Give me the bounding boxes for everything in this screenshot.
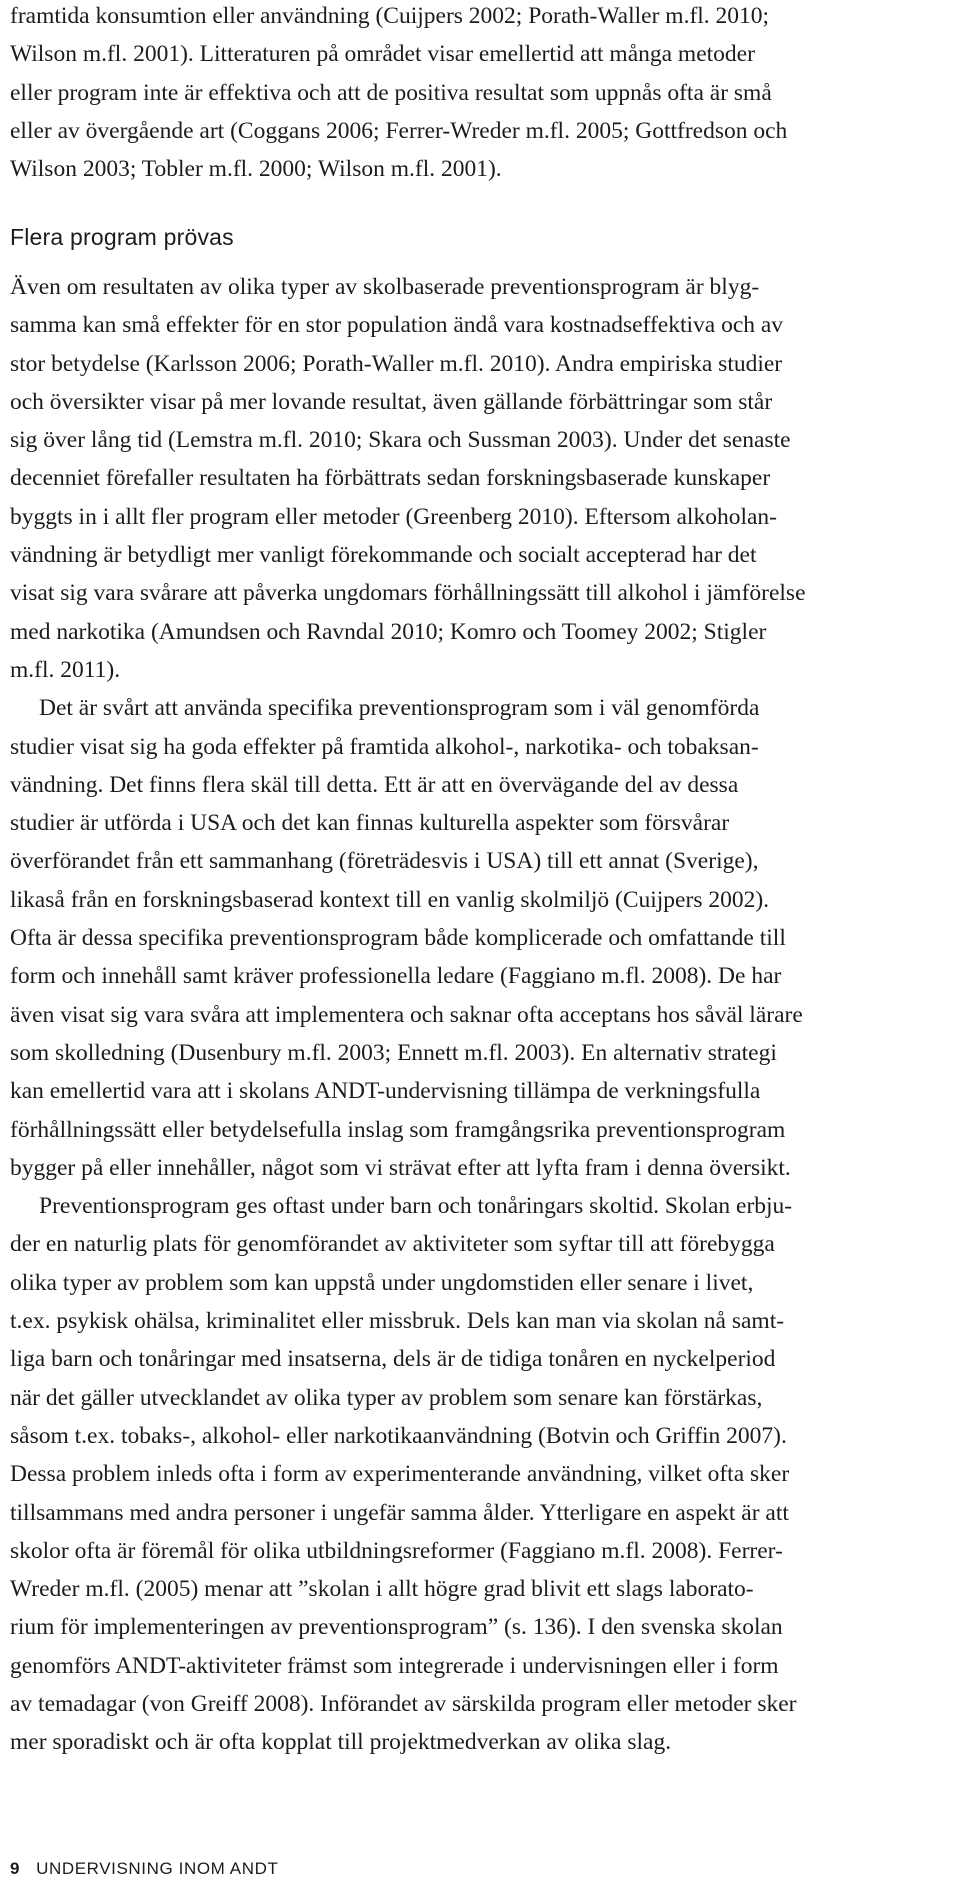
text-line: Wilson m.fl. 2001). Litteraturen på området visar emellertid att många metoder xyxy=(10,41,755,68)
page-number: 9 xyxy=(10,1859,21,1878)
intro-paragraph xyxy=(10,0,787,188)
text-line: vändning är betydligt mer vanligt förekommande och socialt accepterad har det xyxy=(10,542,757,569)
text-line: framtida konsumtion eller användning (Cuijpers 2002; Porath-Waller m.fl. 2010; xyxy=(10,3,770,29)
text-line: Även om resultaten av olika typer av skolbaserade preventionsprogram är blyg- xyxy=(10,274,760,300)
text-line: av temadagar (von Greiff 2008). Införandet av särskilda program eller metoder sker xyxy=(10,1690,797,1717)
text-line: studier är utförda i USA och det kan finnas kulturella aspekter som försvårar xyxy=(10,810,730,837)
text-line: Ofta är dessa specifika preventionsprogram både komplicerade och omfattande till xyxy=(10,925,786,952)
text-line: Dessa problem inleds ofta i form av experimenterande användning, vilket ofta sker xyxy=(10,1461,790,1488)
text-line: byggts in i allt fler program eller metoder (Greenberg 2010). Eftersom alkoholan- xyxy=(10,503,777,530)
text-line: genomförs ANDT-aktiviteter främst som integrerade i undervisningen eller i form xyxy=(10,1652,779,1679)
text-line: liga barn och tonåringar med insatserna, dels är de tidiga tonåren en nyckelperiod xyxy=(10,1346,776,1373)
section-body xyxy=(10,268,806,1762)
text-line: likaså från en forskningsbaserad kontext till en vanlig skolmiljö (Cuijpers 2002). xyxy=(10,886,770,913)
text-line: skolor ofta är föremål för olika utbildningsreformer (Faggiano m.fl. 2008). Ferrer- xyxy=(10,1537,783,1564)
text-line: bygger på eller innehåller, något som vi strävat efter att lyfta fram i denna översikt. xyxy=(10,1154,791,1181)
section-heading: Flera program prövas xyxy=(10,224,234,250)
text-line: m.fl. 2011). xyxy=(10,656,121,683)
running-title: UNDERVISNING INOM ANDT xyxy=(36,1859,279,1878)
text-line: mer sporadiskt och är ofta kopplat till projektmedverkan av olika slag. xyxy=(10,1729,672,1756)
text-line: förhållningssätt eller betydelsefulla inslag som framgångsrika preventionsprogram xyxy=(10,1116,786,1143)
text-line: Wilson 2003; Tobler m.fl. 2000; Wilson m.fl. 2001). xyxy=(10,156,502,183)
text-line: rium för implementeringen av preventionsprogram” (s. 136). I den svenska skolan xyxy=(10,1614,783,1641)
text-line: kan emellertid vara att i skolans ANDT-undervisning tillämpa de verkningsfulla xyxy=(10,1078,761,1105)
text-line: t.ex. psykisk ohälsa, kriminalitet eller missbruk. Dels kan man via skolan nå samt- xyxy=(10,1308,785,1335)
text-line: eller av övergående art (Coggans 2006; Ferrer-Wreder m.fl. 2005; Gottfredson och xyxy=(10,117,788,144)
text-line: Wreder m.fl. (2005) menar att ”skolan i allt högre grad blivit ett slags laborato- xyxy=(10,1576,754,1603)
text-line: och översikter visar på mer lovande resultat, även gällande förbättringar som står xyxy=(10,388,773,415)
text-line: form och innehåll samt kräver professionella ledare (Faggiano m.fl. 2008). De har xyxy=(10,963,782,990)
text-line: sig över lång tid (Lemstra m.fl. 2010; Skara och Sussman 2003). Under det senaste xyxy=(10,427,791,454)
text-line: studier visat sig ha goda effekter på framtida alkohol-, narkotika- och tobaksan- xyxy=(10,733,759,760)
text-line: även visat sig vara svåra att implementera och saknar ofta acceptans hos såväl lärare xyxy=(10,1001,803,1028)
text-line: vändning. Det finns flera skäl till detta. Ett är att en övervägande del av dessa xyxy=(10,771,739,798)
text-line: tillsammans med andra personer i ungefär samma ålder. Ytterligare en aspekt är att xyxy=(10,1499,789,1526)
text-line: samma kan små effekter för en stor population ändå vara kostnadseffektiva och av xyxy=(10,312,784,339)
text-line: med narkotika (Amundsen och Ravndal 2010; Komro och Toomey 2002; Stigler xyxy=(10,618,767,645)
text-line: när det gäller utvecklandet av olika typer av problem som senare kan förstärkas, xyxy=(10,1384,763,1411)
text-line: decenniet förefaller resultaten ha förbättrats sedan forskningsbaserade kunskaper xyxy=(10,465,771,492)
text-line: der en naturlig plats för genomförandet av aktiviteter som syftar till att förebygga xyxy=(10,1231,775,1258)
page-footer xyxy=(10,1859,278,1879)
text-line: som skolledning (Dusenbury m.fl. 2003; Ennett m.fl. 2003). En alternativ strategi xyxy=(10,1039,777,1066)
text-line: visat sig vara svårare att påverka ungdomars förhållningssätt till alkohol i jämförelse xyxy=(10,580,806,607)
text-line-indented: Preventionsprogram ges oftast under barn och tonåringars skoltid. Skolan erbju- xyxy=(39,1193,793,1220)
text-line: överförandet från ett sammanhang (företrädesvis i USA) till ett annat (Sverige), xyxy=(10,848,759,875)
text-line: såsom t.ex. tobaks-, alkohol- eller narkotikaanvändning (Botvin och Griffin 2007). xyxy=(10,1422,787,1449)
text-line: olika typer av problem som kan uppstå under ungdomstiden eller senare i livet, xyxy=(10,1269,754,1296)
text-line-indented: Det är svårt att använda specifika preventionsprogram som i väl genomförda xyxy=(39,695,760,722)
text-line: eller program inte är effektiva och att de positiva resultat som uppnås ofta är små xyxy=(10,79,772,106)
text-line: stor betydelse (Karlsson 2006; Porath-Waller m.fl. 2010). Andra empiriska studier xyxy=(10,350,783,377)
